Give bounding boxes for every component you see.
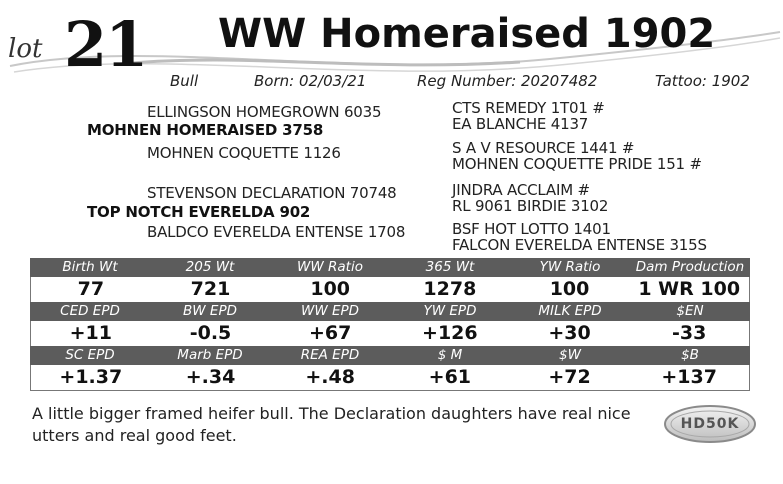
pedigree-right-line: EA BLANCHE 4137 bbox=[452, 115, 589, 133]
table-value-row bbox=[30, 277, 750, 302]
table-cell: +126 bbox=[422, 322, 478, 344]
table-cell: +11 bbox=[69, 322, 113, 344]
column-header: REA EPD bbox=[300, 347, 360, 363]
pedigree-right-line: MOHNEN COQUETTE PRIDE 151 # bbox=[452, 155, 702, 173]
column-header: YW EPD bbox=[423, 303, 477, 319]
column-header: Birth Wt bbox=[62, 259, 118, 275]
column-header: MILK EPD bbox=[538, 303, 602, 319]
tattoo: Tattoo: 1902 bbox=[655, 72, 750, 90]
table-cell: -33 bbox=[672, 322, 707, 344]
column-header: $B bbox=[681, 347, 699, 363]
table-value-row bbox=[30, 321, 750, 346]
column-header: WW Ratio bbox=[297, 259, 363, 275]
table-cell: +61 bbox=[428, 366, 472, 388]
table-cell: +72 bbox=[548, 366, 591, 388]
table-cell: 100 bbox=[549, 278, 590, 300]
performance-table bbox=[30, 258, 750, 391]
sex-label: Bull bbox=[170, 72, 199, 90]
pedigree-right-line: BSF HOT LOTTO 1401 bbox=[452, 220, 611, 238]
column-header: $EN bbox=[676, 303, 704, 319]
birth-date: Born: 02/03/21 bbox=[254, 72, 367, 90]
column-header: Dam Production bbox=[635, 259, 745, 275]
pedigree-dam-dam: BALDCO EVERELDA ENTENSE 1708 bbox=[147, 223, 406, 241]
column-header: BW EPD bbox=[183, 303, 237, 319]
table-cell: -0.5 bbox=[189, 322, 232, 344]
table-cell: +137 bbox=[661, 366, 717, 388]
column-header: $W bbox=[559, 347, 581, 363]
pedigree-right-line: RL 9061 BIRDIE 3102 bbox=[452, 197, 609, 215]
table-cell: +67 bbox=[308, 322, 352, 344]
table-cell: 1278 bbox=[423, 278, 477, 300]
lot-comment: A little bigger framed heifer bull. The Declaration daughters have real nice utters and real good feet. bbox=[32, 404, 631, 445]
table-header-row bbox=[30, 346, 750, 365]
pedigree-sire-dam: MOHNEN COQUETTE 1126 bbox=[147, 144, 341, 162]
column-header: CED EPD bbox=[60, 303, 120, 319]
table-value-row bbox=[30, 365, 750, 391]
table-cell: +1.37 bbox=[59, 366, 123, 388]
pedigree-right-line: FALCON EVERELDA ENTENSE 315S bbox=[452, 236, 707, 254]
table-cell: +30 bbox=[548, 322, 591, 344]
pedigree-dam-sire: STEVENSON DECLARATION 70748 bbox=[147, 184, 397, 202]
column-header: YW Ratio bbox=[539, 259, 601, 275]
column-header: WW EPD bbox=[300, 303, 360, 319]
badge-label: HD50K bbox=[680, 416, 740, 432]
table-cell: +.34 bbox=[185, 366, 236, 388]
table-cell: 77 bbox=[77, 278, 105, 300]
table-cell: 721 bbox=[190, 278, 231, 300]
pedigree-sire: MOHNEN HOMERAISED 3758 bbox=[87, 121, 324, 139]
pedigree-dam: TOP NOTCH EVERELDA 902 bbox=[87, 203, 311, 221]
lot-number: 21 bbox=[64, 8, 147, 81]
animal-name: WW Homeraised 1902 bbox=[218, 11, 716, 57]
lot-label: lot bbox=[8, 34, 43, 64]
table-cell: 100 bbox=[310, 278, 351, 300]
column-header: $ M bbox=[437, 347, 463, 363]
pedigree-sire-sire: ELLINGSON HOMEGROWN 6035 bbox=[147, 103, 382, 121]
column-header: 365 Wt bbox=[425, 259, 475, 275]
column-header: Marb EPD bbox=[177, 347, 243, 363]
pedigree-right-line: S A V RESOURCE 1441 # bbox=[452, 139, 635, 157]
pedigree-right-line: JINDRA ACCLAIM # bbox=[452, 181, 590, 199]
table-cell: 1 WR 100 bbox=[638, 278, 741, 300]
pedigree-right-line: CTS REMEDY 1T01 # bbox=[452, 99, 605, 117]
column-header: SC EPD bbox=[65, 347, 115, 363]
column-header: 205 Wt bbox=[185, 259, 235, 275]
table-header-row bbox=[30, 258, 750, 277]
reg-number: Reg Number: 20207482 bbox=[417, 72, 598, 90]
table-cell: +.48 bbox=[305, 366, 355, 388]
table-header-row bbox=[30, 302, 750, 321]
